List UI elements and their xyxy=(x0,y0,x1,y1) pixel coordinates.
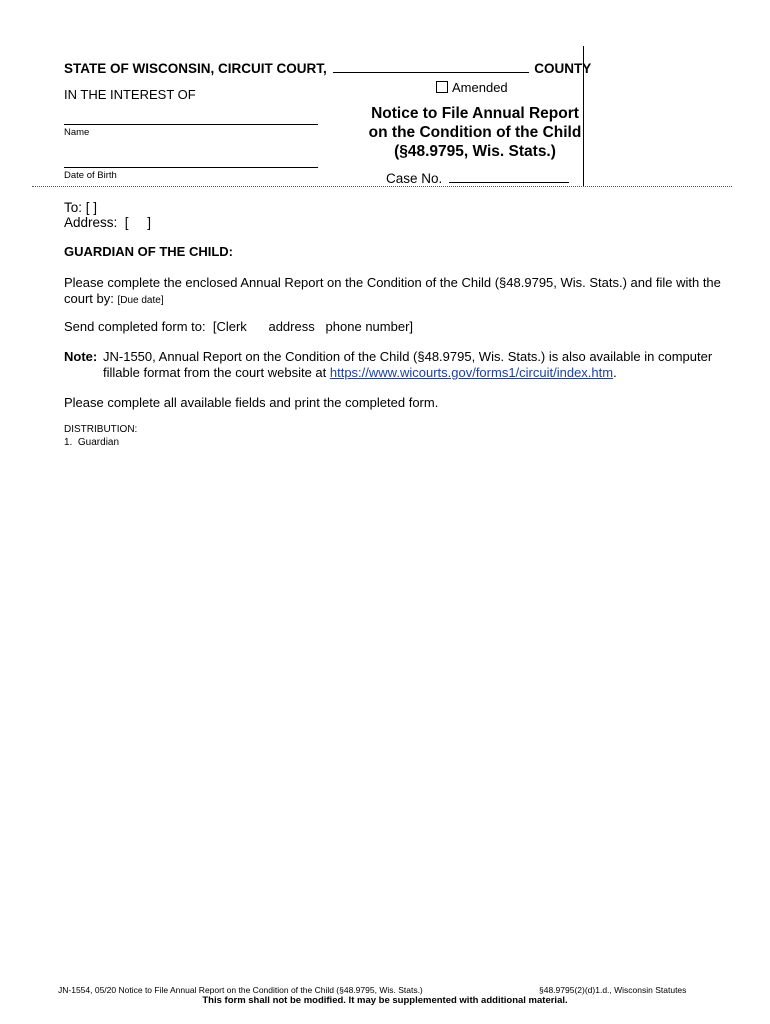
dob-field[interactable] xyxy=(64,167,318,168)
court-line xyxy=(64,60,591,76)
complete-all-line: Please complete all available fields and print the completed form. xyxy=(64,395,439,410)
instruction-line-2 xyxy=(64,291,744,309)
amended-checkbox[interactable] xyxy=(436,81,448,93)
footer-form-id: JN-1554, 05/20 Notice to File Annual Report on the Condition of the Child (§48.9795, Wis. Stats.) xyxy=(58,985,423,995)
header-bottom-rule xyxy=(32,186,732,187)
county-label: COUNTY xyxy=(534,61,592,76)
recipient-to: To: [ ] xyxy=(64,200,98,215)
recipient-address: Address: [ ] xyxy=(64,215,152,230)
note-label: Note: xyxy=(64,349,98,364)
amended-row[interactable] xyxy=(436,80,508,96)
name-field[interactable] xyxy=(64,124,318,125)
note-line-1: JN-1550, Annual Report on the Condition of the Child (§48.9795, Wis. Stats.) is also available in computer xyxy=(103,349,713,364)
footer-statute: §48.9795(2)(d)1.d., Wisconsin Statutes xyxy=(539,985,687,995)
distribution-item-1: 1. Guardian xyxy=(64,437,120,448)
distribution-block xyxy=(64,423,137,449)
amended-label: Amended xyxy=(452,80,508,95)
dob-label: Date of Birth xyxy=(64,170,117,181)
case-number-label: Case No. xyxy=(386,171,443,186)
note-line-2: fillable format from the court website at https://www.wicourts.gov/forms1/circuit/index.htm. xyxy=(103,365,617,380)
instruction-line-1: Please complete the enclosed Annual Report on the Condition of the Child (§48.9795, Wis. Stats.) and file with the xyxy=(64,275,721,290)
court-by-label: court by: xyxy=(64,291,118,306)
distribution-label: DISTRIBUTION: xyxy=(64,424,138,435)
form-title-line-1: Notice to File Annual Report xyxy=(371,105,579,122)
note-text xyxy=(103,349,743,381)
court-website-link[interactable]: https://www.wicourts.gov/forms1/circuit/index.htm xyxy=(329,365,614,380)
county-field[interactable] xyxy=(333,60,529,73)
guardian-heading: GUARDIAN OF THE CHILD: xyxy=(64,244,233,259)
send-to-line: Send completed form to: [Clerk address phone number] xyxy=(64,319,414,334)
court-prefix: STATE OF WISCONSIN, CIRCUIT COURT, xyxy=(64,61,327,76)
interest-label: IN THE INTEREST OF xyxy=(64,87,196,102)
name-label: Name xyxy=(64,127,90,138)
footer-notice: This form shall not be modified. It may be supplemented with additional material. xyxy=(202,995,568,1006)
case-number-field[interactable] xyxy=(449,170,569,183)
form-title-line-2: on the Condition of the Child xyxy=(368,124,582,141)
due-date-field[interactable]: [Due date] xyxy=(117,295,164,306)
instruction-paragraph xyxy=(64,275,744,309)
case-number-row xyxy=(386,170,569,187)
form-title xyxy=(340,104,610,161)
form-title-line-3: (§48.9795, Wis. Stats.) xyxy=(394,143,556,160)
